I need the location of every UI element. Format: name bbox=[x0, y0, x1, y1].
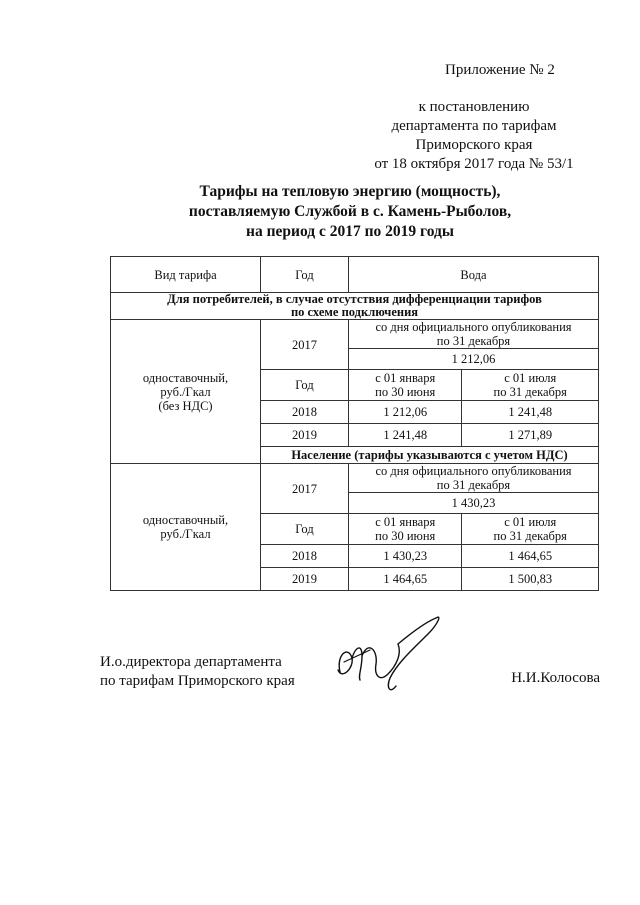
header-water: Вода bbox=[349, 257, 599, 293]
period-second-half bbox=[462, 370, 599, 401]
title-line: поставляемую Службой в с. Камень-Рыболов, bbox=[188, 203, 512, 220]
resolution-line: Приморского края bbox=[415, 137, 533, 153]
appendix-number: Приложение № 2 bbox=[445, 62, 555, 78]
year-cell: 2017 bbox=[261, 320, 349, 370]
section2-tariff-type bbox=[111, 464, 261, 591]
period-second-half bbox=[462, 514, 599, 545]
year-cell: 2018 bbox=[261, 401, 349, 424]
period-line: с 01 июля bbox=[504, 371, 557, 385]
table-row bbox=[111, 320, 599, 349]
tariff-value: 1 212,06 bbox=[349, 401, 462, 424]
tariff-type-line: руб./Гкал bbox=[160, 384, 211, 399]
year-label-cell: Год bbox=[261, 370, 349, 401]
position-line: И.о.директора департамента bbox=[100, 654, 282, 670]
tariff-value: 1 212,06 bbox=[349, 349, 599, 370]
tariff-type-line: одноставочный, bbox=[142, 513, 229, 527]
period-line: по 31 декабря bbox=[436, 334, 511, 348]
period-line: по 30 июня bbox=[375, 385, 436, 399]
period-line: с 01 июля bbox=[504, 515, 557, 529]
tariff-type-line: (без НДС) bbox=[158, 398, 213, 413]
tariff-value: 1 271,89 bbox=[462, 424, 599, 447]
tariff-value: 1 500,83 bbox=[462, 568, 599, 591]
publication-period bbox=[349, 320, 599, 349]
year-label-cell: Год bbox=[261, 514, 349, 545]
section2-title: Население (тарифы указываются с учетом НДС) bbox=[261, 447, 599, 464]
section-heading-row bbox=[111, 293, 599, 320]
tariff-value: 1 241,48 bbox=[349, 424, 462, 447]
publication-period bbox=[349, 464, 599, 493]
header-tariff-type: Вид тарифа bbox=[111, 257, 261, 293]
header-year: Год bbox=[261, 257, 349, 293]
period-line: по 31 декабря bbox=[493, 385, 567, 399]
period-line: по 31 декабря bbox=[493, 529, 567, 543]
tariff-value: 1 430,23 bbox=[349, 545, 462, 568]
table-row bbox=[111, 464, 599, 493]
period-first-half bbox=[349, 370, 462, 401]
tariff-type-line: руб./Гкал bbox=[160, 527, 211, 541]
section1-title bbox=[111, 293, 599, 320]
year-cell: 2017 bbox=[261, 464, 349, 514]
resolution-line: от 18 октября 2017 года № 53/1 bbox=[374, 156, 574, 172]
tariff-value: 1 430,23 bbox=[349, 493, 599, 514]
year-cell: 2018 bbox=[261, 545, 349, 568]
period-line: со дня официального опубликования bbox=[375, 320, 572, 334]
signatory-position bbox=[100, 653, 295, 691]
title-line: на период с 2017 по 2019 годы bbox=[246, 223, 454, 240]
tariff-table bbox=[110, 256, 599, 591]
signatory-name: Н.И.Колосова bbox=[511, 670, 600, 686]
period-line: с 01 января bbox=[375, 515, 436, 529]
handwritten-signature bbox=[318, 610, 448, 700]
position-line: по тарифам Приморского края bbox=[100, 673, 295, 689]
period-first-half bbox=[349, 514, 462, 545]
period-line: с 01 января bbox=[375, 371, 436, 385]
tariff-value: 1 464,65 bbox=[462, 545, 599, 568]
period-line: со дня официального опубликования bbox=[375, 464, 572, 478]
table-header-row bbox=[111, 257, 599, 293]
tariff-value: 1 241,48 bbox=[462, 401, 599, 424]
resolution-line: департамента по тарифам bbox=[391, 118, 557, 134]
period-line: по 30 июня bbox=[375, 529, 436, 543]
tariff-type-line: одноставочный, bbox=[142, 370, 229, 385]
title-line: Тарифы на тепловую энергию (мощность), bbox=[199, 183, 501, 200]
tariff-value: 1 464,65 bbox=[349, 568, 462, 591]
resolution-line: к постановлению bbox=[418, 99, 530, 115]
period-line: по 31 декабря bbox=[436, 478, 511, 492]
section1-tariff-type bbox=[111, 320, 261, 464]
year-cell: 2019 bbox=[261, 568, 349, 591]
section1-title-line: по схеме подключения bbox=[290, 305, 419, 319]
document-title bbox=[0, 182, 640, 242]
section1-title-line: Для потребителей, в случае отсутствия дифференциации тарифов bbox=[167, 292, 542, 306]
year-cell: 2019 bbox=[261, 424, 349, 447]
resolution-reference bbox=[344, 98, 604, 174]
